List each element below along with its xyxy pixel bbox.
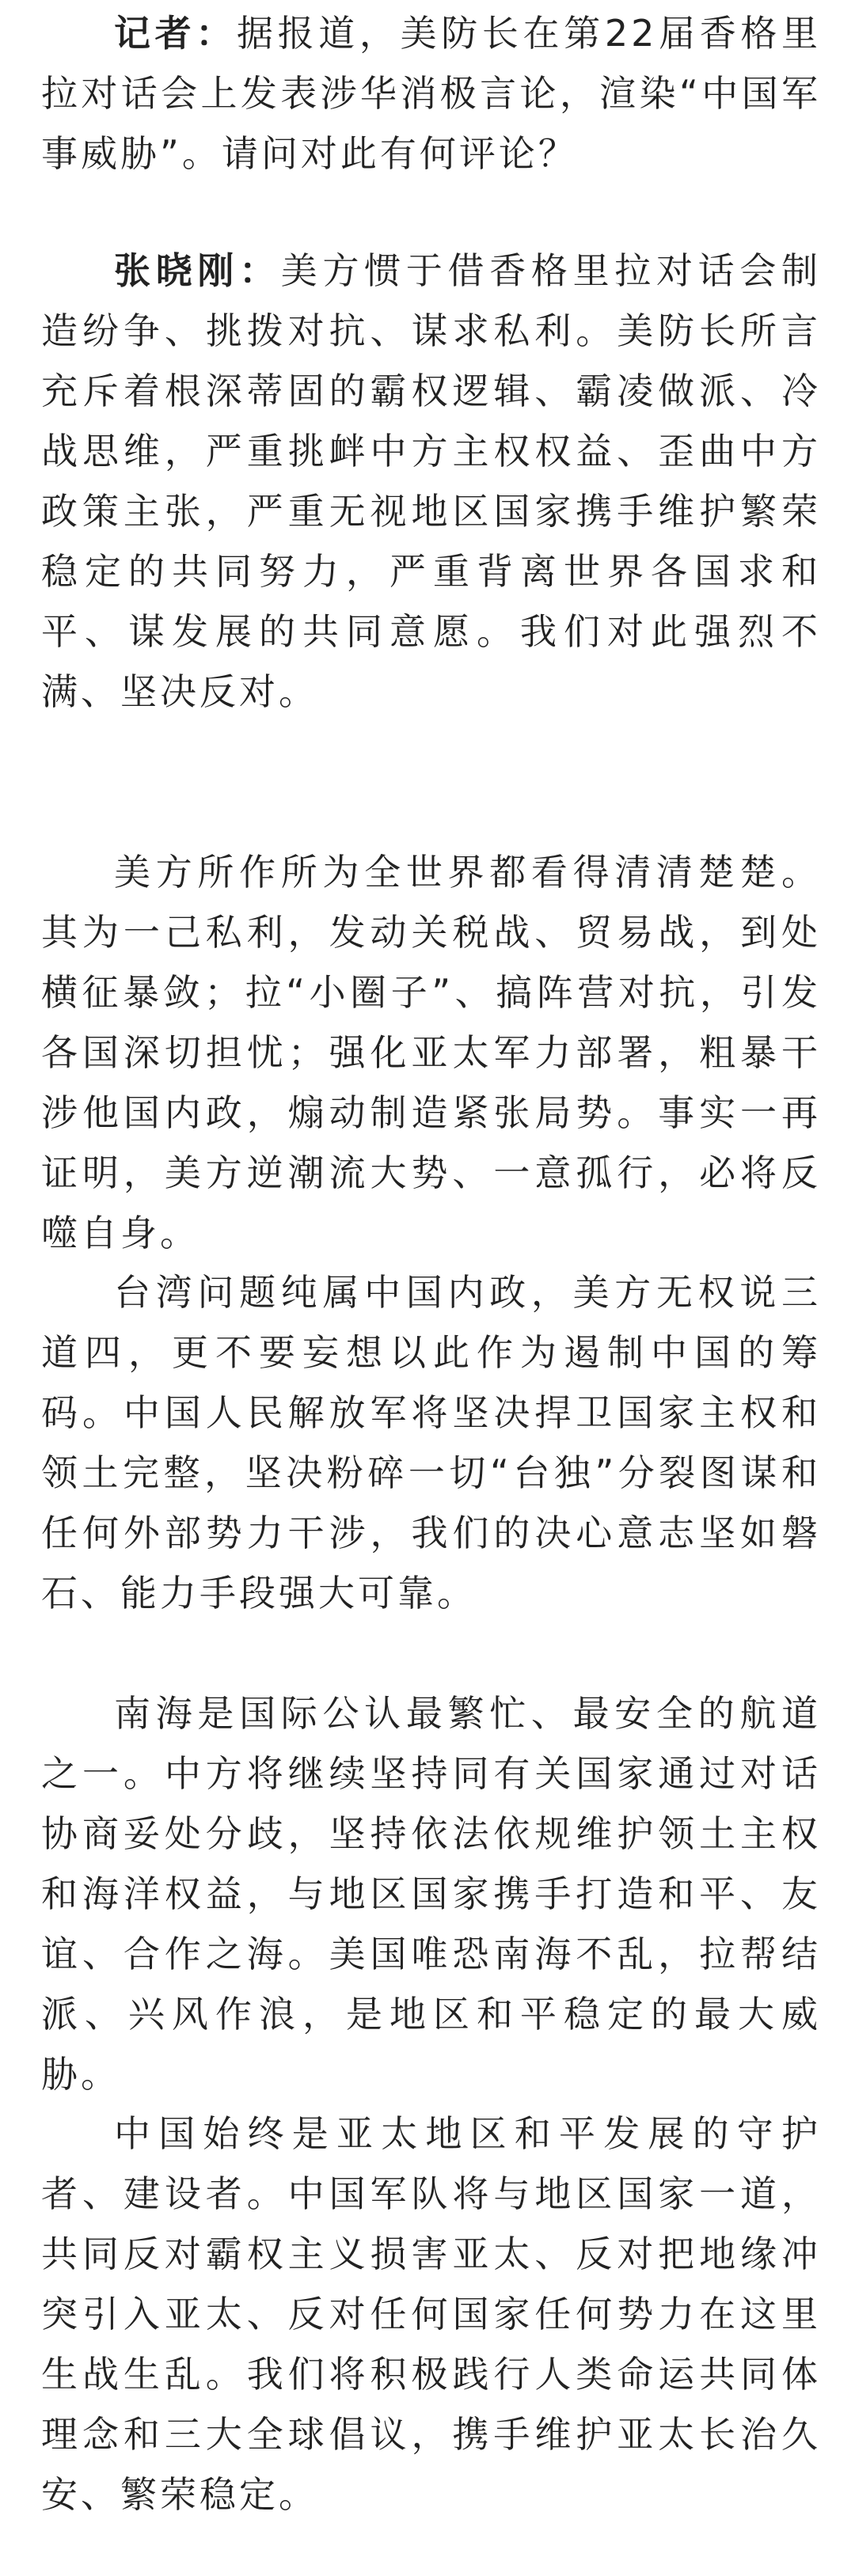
paragraph-text: 据报道，美防长在第22届香格里拉对话会上发表涉华消极言论，渲染“中国军事威胁”。请问对此有何评论？ <box>41 12 821 175</box>
paragraph-text: 中国始终是亚太地区和平发展的守护者、建设者。中国军队将与地区国家一道，共同反对霸权主义损害亚太、反对把地缘冲突引入亚太、反对任何国家任何势力在这里生战生乱。我们将积极践行人类命运共同体理念和三大全球倡议，携手维护亚太长治久安、繁荣稳定。 <box>41 2112 821 2516</box>
paragraph-south-china-sea <box>41 1683 821 2104</box>
paragraph-text: 美方所作所为全世界都看得清清楚楚。其为一己私利，发动关税战、贸易战，到处横征暴敛；拉“小圈子”、搞阵营对抗，引发各国深切担忧；强化亚太军力部署，粗暴干涉他国内政，煽动制造紧张局势。事实一再证明，美方逆潮流大势、一意孤行，必将反噬自身。 <box>41 851 821 1254</box>
paragraph-reporter-question <box>41 3 821 184</box>
speaker-label-spokesperson: 张晓刚： <box>114 249 281 292</box>
paragraph-text: 台湾问题纯属中国内政，美方无权说三道四，更不要妄想以此作为遏制中国的筹码。中国人民解放军将坚决捍卫国家主权和领土完整，坚决粉碎一切“台独”分裂图谋和任何外部势力干涉，我们的决心意志坚如磐石、能力手段强大可靠。 <box>41 1271 821 1614</box>
paragraph-taiwan <box>41 1262 821 1623</box>
paragraph-spokesperson-answer <box>41 241 821 722</box>
paragraph-text: 美方惯于借香格里拉对话会制造纷争、挑拨对抗、谋求私利。美防长所言充斥着根深蒂固的霸权逻辑、霸凌做派、冷战思维，严重挑衅中方主权权益、歪曲中方政策主张，严重无视地区国家携手维护繁荣稳定的共同努力，严重背离世界各国求和平、谋发展的共同意愿。我们对此强烈不满、坚决反对。 <box>41 249 821 713</box>
paragraph-asia-pacific <box>41 2104 821 2525</box>
paragraph-us-actions <box>41 842 821 1263</box>
speaker-label-reporter: 记者： <box>114 12 237 55</box>
paragraph-text: 南海是国际公认最繁忙、最安全的航道之一。中方将继续坚持同有关国家通过对话协商妥处分歧，坚持依法依规维护领土主权和海洋权益，与地区国家携手打造和平、友谊、合作之海。美国唯恐南海不乱，拉帮结派、兴风作浪，是地区和平稳定的最大威胁。 <box>41 1692 821 2096</box>
